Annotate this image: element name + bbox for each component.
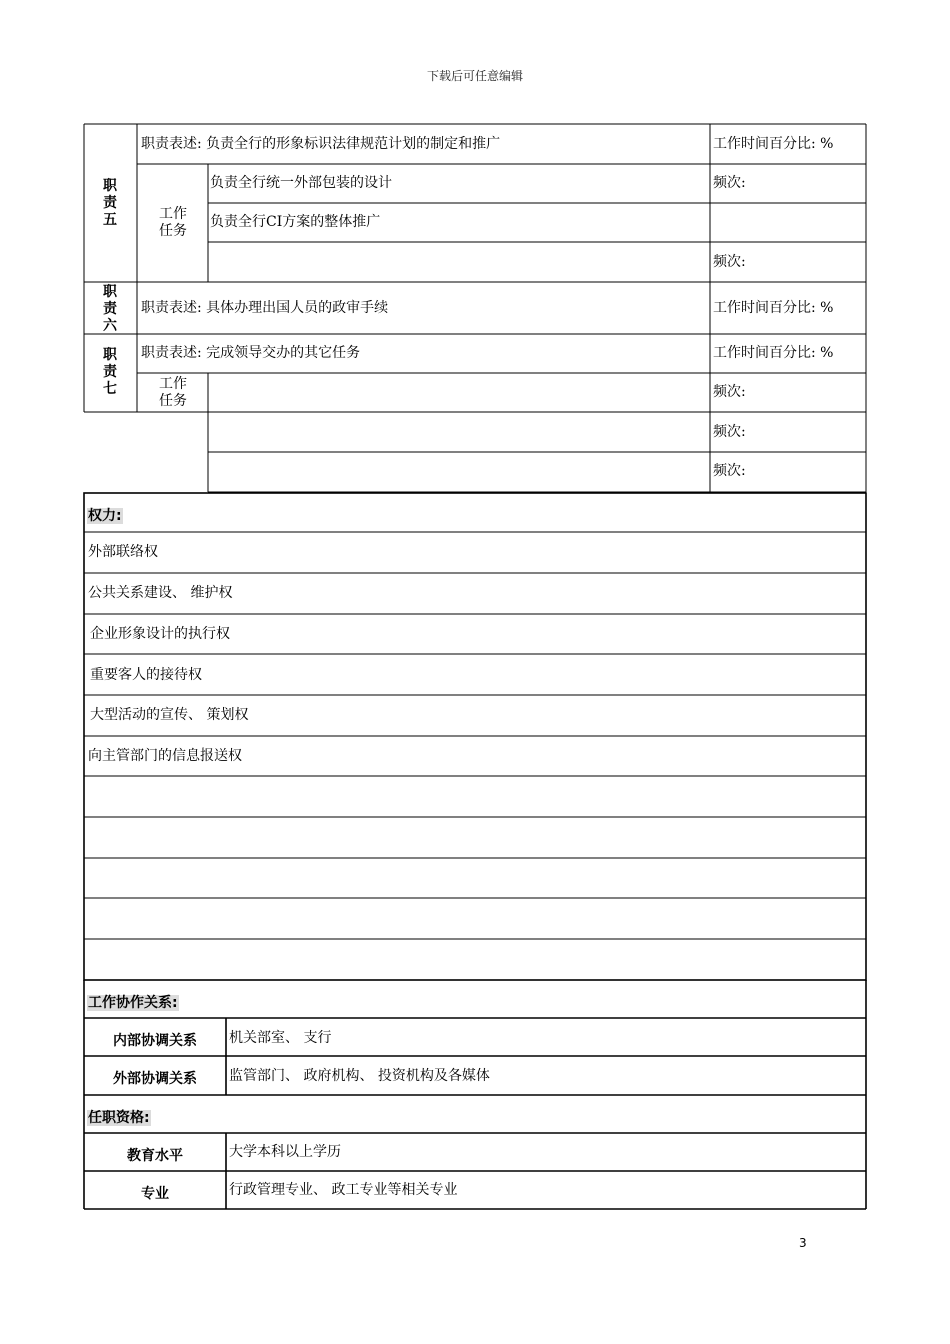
internal-coordination-value: 机关部室、 支行 — [229, 1030, 332, 1046]
duty-five-frequency-1: 频次: — [713, 175, 746, 191]
power-item: 向主管部门的信息报送权 — [88, 748, 242, 764]
duty-seven-time-percent: 工作时间百分比: % — [713, 345, 834, 361]
duty-six-label: 职 责 六 — [103, 284, 117, 334]
duty-five-task-2: 负责全行CI方案的整体推广 — [210, 214, 381, 230]
duty-five-frequency-3: 频次: — [713, 254, 746, 270]
power-item: 重要客人的接待权 — [90, 667, 202, 683]
duty-five-task-1: 负责全行统一外部包装的设计 — [210, 175, 392, 191]
duty-seven-frequency-1: 频次: — [713, 384, 746, 400]
duty-seven-description: 职责表述: 完成领导交办的其它任务 — [141, 345, 361, 361]
duty-seven-label: 职 责 七 — [103, 347, 117, 397]
duty-five-tasks-label: 工作 任务 — [159, 206, 187, 239]
major-value: 行政管理专业、 政工专业等相关专业 — [229, 1182, 458, 1198]
external-coordination-value: 监管部门、 政府机构、 投资机构及各媒体 — [229, 1068, 490, 1084]
power-item: 外部联络权 — [88, 544, 158, 560]
page-header: 下载后可任意编辑 — [426, 69, 523, 83]
duty-five-description: 职责表述: 负责全行的形象标识法律规范计划的制定和推广 — [141, 136, 501, 152]
power-item: 企业形象设计的执行权 — [90, 626, 230, 642]
power-title: 权力: — [88, 508, 122, 524]
duty-six-time-percent: 工作时间百分比: % — [713, 300, 834, 316]
power-item: 大型活动的宣传、 策划权 — [90, 707, 249, 723]
major-label: 专业 — [141, 1186, 169, 1202]
duty-five-label: 职 责 五 — [103, 178, 117, 228]
duty-seven-tasks-label: 工作 任务 — [159, 376, 187, 409]
cooperation-title: 工作协作关系: — [88, 995, 178, 1011]
education-label: 教育水平 — [127, 1148, 183, 1164]
external-coordination-label: 外部协调关系 — [113, 1071, 197, 1087]
internal-coordination-label: 内部协调关系 — [113, 1033, 197, 1049]
page-number: 3 — [799, 1236, 807, 1250]
qualification-title: 任职资格: — [88, 1110, 150, 1126]
power-item: 公共关系建设、 维护权 — [88, 585, 233, 601]
duty-seven-frequency-2: 频次: — [713, 424, 746, 440]
duty-five-time-percent: 工作时间百分比: % — [713, 136, 834, 152]
duty-six-description: 职责表述: 具体办理出国人员的政审手续 — [141, 300, 389, 316]
education-value: 大学本科以上学历 — [229, 1144, 341, 1160]
duty-seven-frequency-3: 频次: — [713, 463, 746, 479]
